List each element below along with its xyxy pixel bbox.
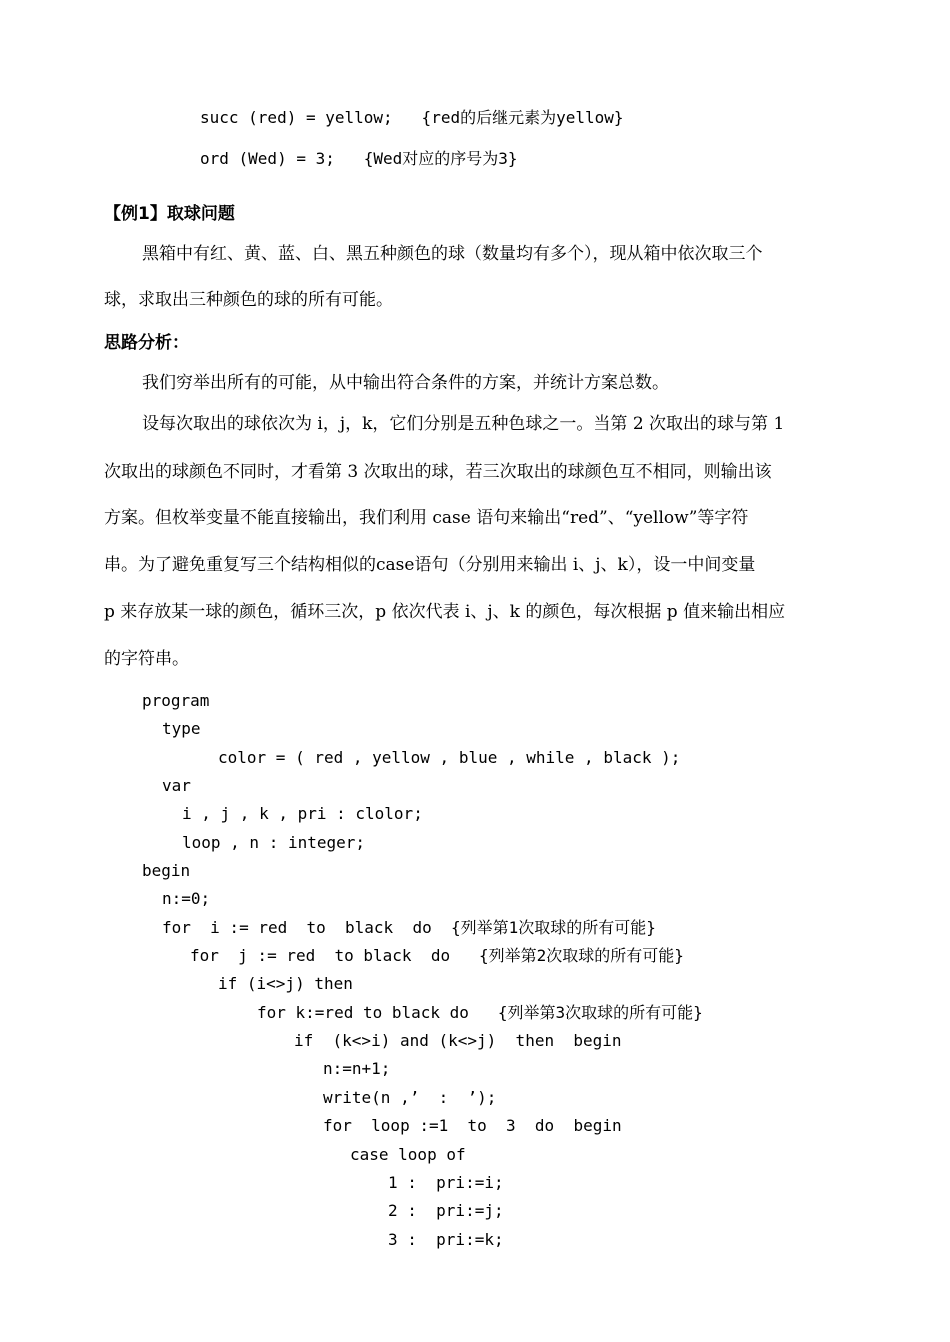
code-line: i , j , k , pri : clolor; xyxy=(182,804,423,823)
analysis-paragraph-2-line-4: 串。为了避免重复写三个结构相似的case语句（分别用来输出 i、j、k），设一中间变量 xyxy=(104,555,756,575)
code-line: 2 : pri:=j; xyxy=(388,1201,504,1220)
code-line-succ: succ (red) = yellow; {red的后继元素为yellow} xyxy=(200,108,624,127)
code-line: n:=0; xyxy=(162,889,211,908)
code-line-ord: ord (Wed) = 3; {Wed对应的序号为3} xyxy=(200,149,518,168)
problem-line-1: 黑箱中有红、黄、蓝、白、黑五种颜色的球（数量均有多个），现从箱中依次取三个 xyxy=(142,244,763,264)
analysis-paragraph-2-line-2: 次取出的球颜色不同时，才看第 3 次取出的球，若三次取出的球颜色互不相同，则输出该 xyxy=(104,462,772,482)
analysis-paragraph-2-line-3: 方案。但枚举变量不能直接输出，我们利用 case 语句来输出“red”、“yellow”等字符 xyxy=(104,508,749,528)
analysis-title: 思路分析： xyxy=(104,333,189,353)
code-line: for j := red to black do {列举第2次取球的所有可能} xyxy=(190,946,684,965)
code-line: begin xyxy=(142,861,191,880)
problem-line-2: 球，求取出三种颜色的球的所有可能。 xyxy=(104,290,393,310)
code-line: 3 : pri:=k; xyxy=(388,1230,504,1249)
code-line: 1 : pri:=i; xyxy=(388,1173,504,1192)
code-line: if (i<>j) then xyxy=(218,974,353,993)
code-line: for loop :=1 to 3 do begin xyxy=(323,1116,622,1135)
code-line: if (k<>i) and (k<>j) then begin xyxy=(294,1031,622,1050)
analysis-paragraph-2-line-5: p 来存放某一球的颜色，循环三次，p 依次代表 i、j、k 的颜色，每次根据 p 值来输出相应 xyxy=(104,602,786,622)
code-line: n:=n+1; xyxy=(323,1059,391,1078)
code-line: write(n ,’ : ’); xyxy=(323,1088,497,1107)
code-line: case loop of xyxy=(350,1145,466,1164)
code-line: color = ( red , yellow , blue , while , black ); xyxy=(218,748,681,767)
code-line: for i := red to black do {列举第1次取球的所有可能} xyxy=(162,918,656,937)
code-line: for k:=red to black do {列举第3次取球的所有可能} xyxy=(257,1003,703,1022)
code-line: loop , n : integer; xyxy=(182,833,366,852)
analysis-paragraph-2-line-1: 设每次取出的球依次为 i，j，k，它们分别是五种色球之一。当第 2 次取出的球与第 1 xyxy=(142,414,785,434)
code-line: var xyxy=(162,776,191,795)
code-line: type xyxy=(162,719,201,738)
example-title: 【例1】取球问题 xyxy=(104,204,235,224)
analysis-paragraph-2-line-6: 的字符串。 xyxy=(104,649,189,669)
code-line: program xyxy=(142,691,210,710)
analysis-paragraph-1: 我们穷举出所有的可能，从中输出符合条件的方案，并统计方案总数。 xyxy=(142,373,669,393)
